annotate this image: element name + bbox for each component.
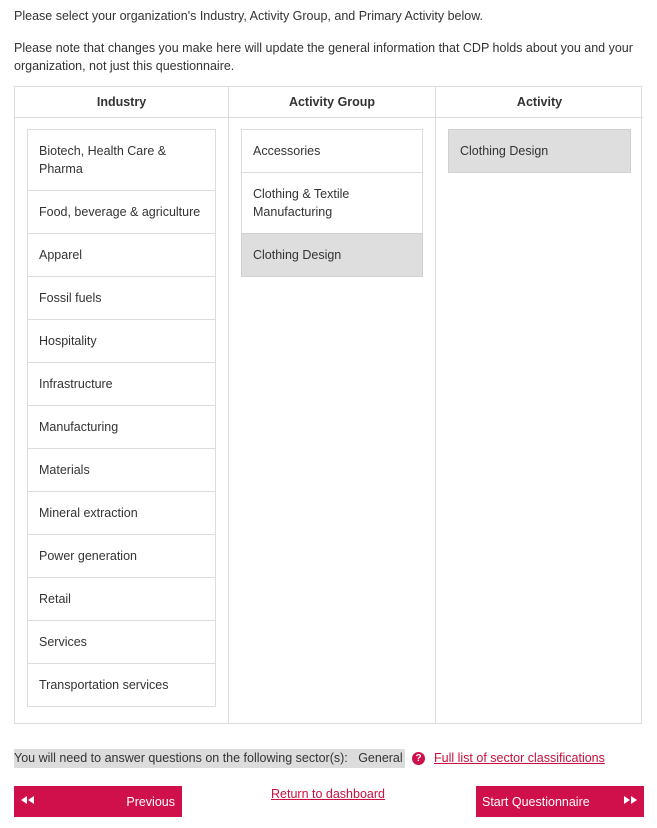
activity-group-header: Activity Group (229, 87, 435, 118)
previous-button-label: Previous (126, 794, 175, 809)
activity-column (436, 87, 643, 723)
sector-info (14, 749, 405, 768)
activity-list (448, 129, 631, 173)
sector-value: General (358, 751, 403, 765)
activity-item-clothing-design[interactable]: Clothing Design (448, 129, 631, 173)
start-questionnaire-button[interactable] (476, 786, 644, 817)
intro-text-1: Please select your organization's Industry, Activity Group, and Primary Activity below. (14, 9, 484, 23)
intro-text-2: Please note that changes you make here will update the general information that CDP holds about you and your organization, not just this questionnaire. (14, 41, 633, 73)
industry-item-manufacturing[interactable]: Manufacturing (27, 405, 216, 449)
fast-forward-icon (624, 796, 637, 804)
industry-item-retail[interactable]: Retail (27, 577, 216, 621)
industry-item-mineral-extraction[interactable]: Mineral extraction (27, 491, 216, 535)
activity-group-item-clothing-design[interactable]: Clothing Design (241, 233, 423, 277)
activity-group-item-clothing-textile[interactable]: Clothing & Textile Manufacturing (241, 172, 423, 234)
activity-group-column (229, 87, 436, 723)
industry-item-food[interactable]: Food, beverage & agriculture (27, 190, 216, 234)
full-list-link[interactable]: Full list of sector classifications (434, 751, 605, 765)
activity-group-item-accessories[interactable]: Accessories (241, 129, 423, 173)
classification-panel (14, 86, 642, 724)
industry-item-hospitality[interactable]: Hospitality (27, 319, 216, 363)
activity-group-list (241, 129, 423, 277)
industry-list (27, 129, 216, 707)
industry-item-infrastructure[interactable]: Infrastructure (27, 362, 216, 406)
industry-column (15, 87, 229, 723)
industry-item-materials[interactable]: Materials (27, 448, 216, 492)
previous-button[interactable] (14, 786, 182, 817)
sector-info-text: You will need to answer questions on the following sector(s): (14, 751, 348, 765)
industry-item-apparel[interactable]: Apparel (27, 233, 216, 277)
industry-item-fossil-fuels[interactable]: Fossil fuels (27, 276, 216, 320)
industry-item-biotech[interactable]: Biotech, Health Care & Pharma (27, 129, 216, 191)
industry-header: Industry (15, 87, 228, 118)
activity-header: Activity (436, 87, 643, 118)
industry-item-transportation[interactable]: Transportation services (27, 663, 216, 707)
industry-item-services[interactable]: Services (27, 620, 216, 664)
return-to-dashboard-link[interactable]: Return to dashboard (271, 787, 385, 801)
industry-item-power-generation[interactable]: Power generation (27, 534, 216, 578)
help-icon[interactable]: ? (412, 752, 425, 765)
start-button-label: Start Questionnaire (482, 794, 590, 809)
rewind-icon (21, 796, 34, 804)
